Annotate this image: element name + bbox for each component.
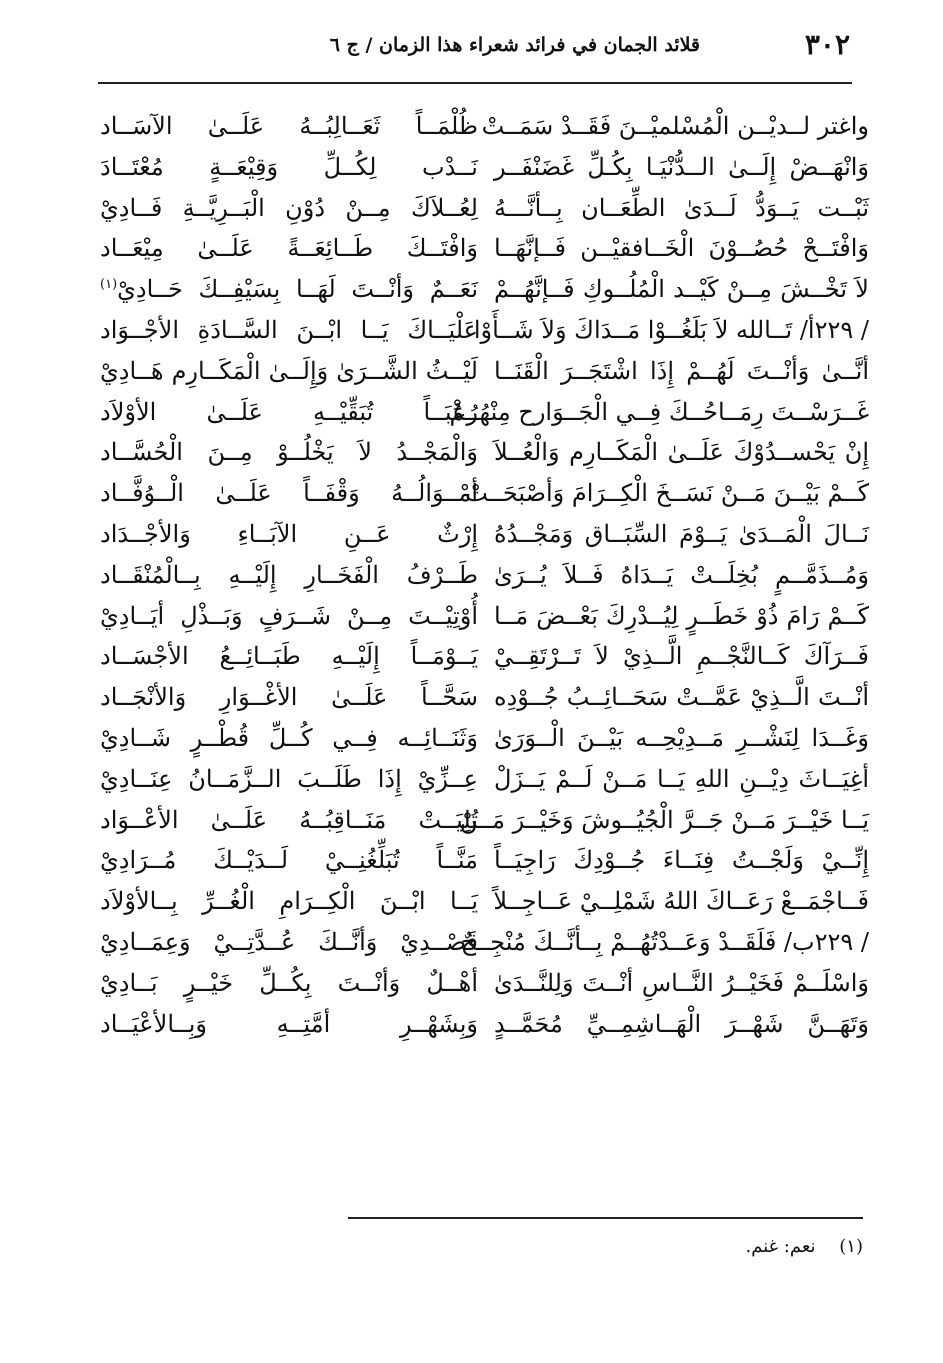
hemistich-right: فَــرَآكَ كَــالنَّجْــمِ الَّــذِيْ لاَ تَــرْتَقِــيْ (494, 642, 869, 671)
hemistich-right: أغِيَــاثَ دِيْــنِ اللهِ يَــا مَــنْ لَــمْ يَــزَلْ (494, 764, 869, 793)
footnote-rule (348, 1217, 863, 1219)
hemistich-right: وَغَــدَا لِنَشْــرِ مَــدِيْحِــه بَيْــنَ الْــوَرَىٰ (494, 723, 869, 752)
hemistich-left: يَــوْمَــاً إِلَيْــهِ طَبَــائِــعُ الأجْسَــاد (100, 642, 478, 671)
footnote-marker: (١) (100, 277, 118, 293)
poem-left-column (100, 106, 478, 1044)
hemistich-right: ثَبْــت يَــوَدُّ لَــدَىٰ الطِّعَــان بِــأنَّـــهُ (494, 193, 869, 222)
hemistich-right: كَــمْ رَامَ ذُوْ خَطَــرٍ لِيُــدْرِكَ بَعْــضَ مَــا (494, 601, 869, 630)
hemistich-left-with-footnote (100, 269, 478, 310)
hemistich-right: وَافْتَــحْ حُصُــوْنَ الْخَــافقيْــن فَــإنَّهَــا (494, 234, 869, 263)
hemistich-left: سَحَّــاً عَلَــىٰ الأغْــوَارِ وَالأنْجَــاد (100, 683, 478, 712)
hemistich-right: وَتَهَــنَّ شَهْــرَ الْهَــاشِمِــيِّ مُحَمَّــدٍ (494, 1009, 869, 1038)
footnote-text: نعم: غنم. (745, 1236, 816, 1257)
hemistich-right: نَــالَ الْمَــدَىٰ يَــوْمَ السِّبَــاق وَمَجْــدُهُ (494, 519, 869, 548)
hemistich-left: وَالْمَجْــدُ لاَ يَخْلُــوْ مِــنَ الْحُسَّــاد (100, 438, 478, 467)
hemistich-left: نَعَــمٌ وَأنْــتَ لَهَــا بِسَيْفِــكَ حَــادِيْ (117, 275, 478, 304)
hemistich-right: أنَّــىٰ وَأنْــتَ لَهُــمْ إِذَا اشْتَجَــرَ الْقَنَــا (494, 356, 869, 385)
hemistich-right: / ٢٢٩أ/ تَــالله لاَ بَلَغُــوْا مَــدَاكَ وَلاَ شَــأَوْا (473, 315, 869, 344)
hemistich-right: أنْــتَ الَّــذِيْ عَمَّــتْ سَحَــائِــبُ جُــوْدِه (494, 683, 869, 712)
hemistich-left: أمْــوَالُــهُ وَقْفَــاً عَلَــىٰ الْــوُفَّــاد (100, 479, 478, 508)
hemistich-left: لِعُــلاَكَ مِــنْ دُوْنِ الْبَــرِيَّــةِ فَــادِيْ (100, 193, 478, 222)
hemistich-left: رُعْبَــاً تُبَقِّيْــهِ عَلَــىٰ الأوْلاَد (100, 397, 478, 426)
hemistich-left: يَــا ابْــنَ الْكِــرَامِ الْغُــرِّ بِــالأوْلاَد (100, 887, 478, 916)
hemistich-left: نَــدْب لِكُــلِّ وَقِيْعَــةٍ مُعْتَــادَ (100, 152, 478, 181)
hemistich-right: إِنْ يَحْســدُوْكَ عَلَــىٰ الْمَكَــارِم وَالْعُــلاَ (494, 438, 869, 467)
hemistich-left: قَصْــدِيْ وَأنَّــكَ عُــدَّتِــيْ وَعِمَــادِيْ (100, 927, 478, 956)
hemistich-left: وَثَنَــائِــه فِــي كُــلِّ قُطْــرٍ شَــادِيْ (100, 723, 478, 752)
hemistich-right: غَــرَسْــتَ رِمَــاحُــكَ فِــي الْجَــوَارح مِنْهُــمُ (449, 397, 869, 426)
hemistich-right: واغتر لــديْــن الْمُسْلميْــنَ فَقَــدْ سَمَــتْ (481, 112, 869, 140)
hemistich-right: وَاسْلَــمْ فَخَيْــرُ النَّــاسِ أنْــتَ وَلِلنَّــدَىٰ (494, 968, 869, 997)
hemistich-left: أهْــلٌ وَأنْــتَ بِكُــلِّ خَيْــرٍ بَــادِيْ (100, 968, 478, 997)
hemistich-left: وَافْتَــكَ طَــائِعَــةً عَلَــىٰ مِيْعَــاد (100, 234, 478, 263)
footnote (746, 1236, 863, 1257)
hemistich-left: لَيْــثُ الشَّــرَىٰ وَإِلَــىٰ الْمَكَــارِم هَــادِيْ (100, 356, 478, 385)
hemistich-left: وَبِشَهْــرِ أمَّتِــهِ وَبِــالأعْيَــاد (100, 1009, 478, 1038)
page-header (98, 28, 850, 68)
hemistich-right: وَمُــذَمَّــمٍ بُخِلَــتْ يَــدَاهُ فَــلاَ يُــرَىٰ (494, 560, 869, 589)
hemistich-right: وَانْهَــضْ إِلَــىٰ الــدُّنْيَـا بِكُـلِّ غَضَنْفَــر (494, 152, 869, 181)
hemistich-right: فَــاجْمَــعْ رَعَــاكَ اللهُ شَمْلِــيْ عَــاجِــلاً (493, 887, 869, 916)
hemistich-right: إِنِّــيْ وَلَجْــتُ فِنَــاءَ جُــوْدِكَ رَاجِيَــاً (494, 846, 869, 875)
hemistich-right: لاَ تَخْــشَ مِــنْ كَيْــد الْمُلُــوكِ فَــإنَّهُــمْ (494, 275, 869, 304)
hemistich-left: عَلْيَــاكَ يَــا ابْــنَ السَّــادَةِ الأجْــوَاد (100, 315, 478, 344)
hemistich-left: ظُلْمَــاً ثَعَــالِبُــهُ عَلَــىٰ الآسَــاد (100, 112, 478, 140)
running-title: قلائد الجمان في فرائد شعراء هذا الزمان / ج ٦ (329, 34, 700, 56)
hemistich-right: / ٢٢٩ب/ فَلَقَــدْ وَعَــدْتُهُــمْ بِــأنَّــكَ مُنْجِــحٌ (460, 927, 869, 956)
hemistich-left: عِــزِّيْ إِذَا طَلَــبَ الــزَّمَــانُ عِنَــادِيْ (100, 764, 478, 793)
hemistich-left: أُوْتِيْــتَ مِــنْ شَــرَفٍ وَبَــذْلِ أيَــادِيْ (100, 601, 478, 630)
page-number: ٣٠٢ (804, 28, 850, 61)
hemistich-left: طَــرْفُ الْفَخَــارِ إِلَيْــهِ بِــالْمُنْقَــاد (100, 560, 478, 589)
hemistich-right: يَــا خَيْــرَ مَــنْ جَــرَّ الْجُيُــوشَ وَخَيْــرَ مَــنْ (459, 805, 869, 834)
hemistich-left: مَنَّــاً تُبَلِّغُنِــيْ لَــدَيْــكَ مُــرَادِيْ (100, 846, 478, 875)
hemistich-left: إِرْثٌ عَــنِ الآبَــاءِ وَالأجْــدَاد (100, 519, 478, 548)
hemistich-left: تُلِيَــتْ مَنَــاقِبُــهُ عَلَــىٰ الأعْــوَاد (100, 805, 478, 834)
footnote-number: (١) (839, 1236, 863, 1257)
hemistich-right: كَــمْ بَيْــنَ مَــنْ نَسَــخَ الْكِــرَامَ وَأصْبَحَــتْ (465, 479, 869, 508)
poem-right-column (449, 106, 869, 1044)
header-rule (98, 82, 852, 84)
